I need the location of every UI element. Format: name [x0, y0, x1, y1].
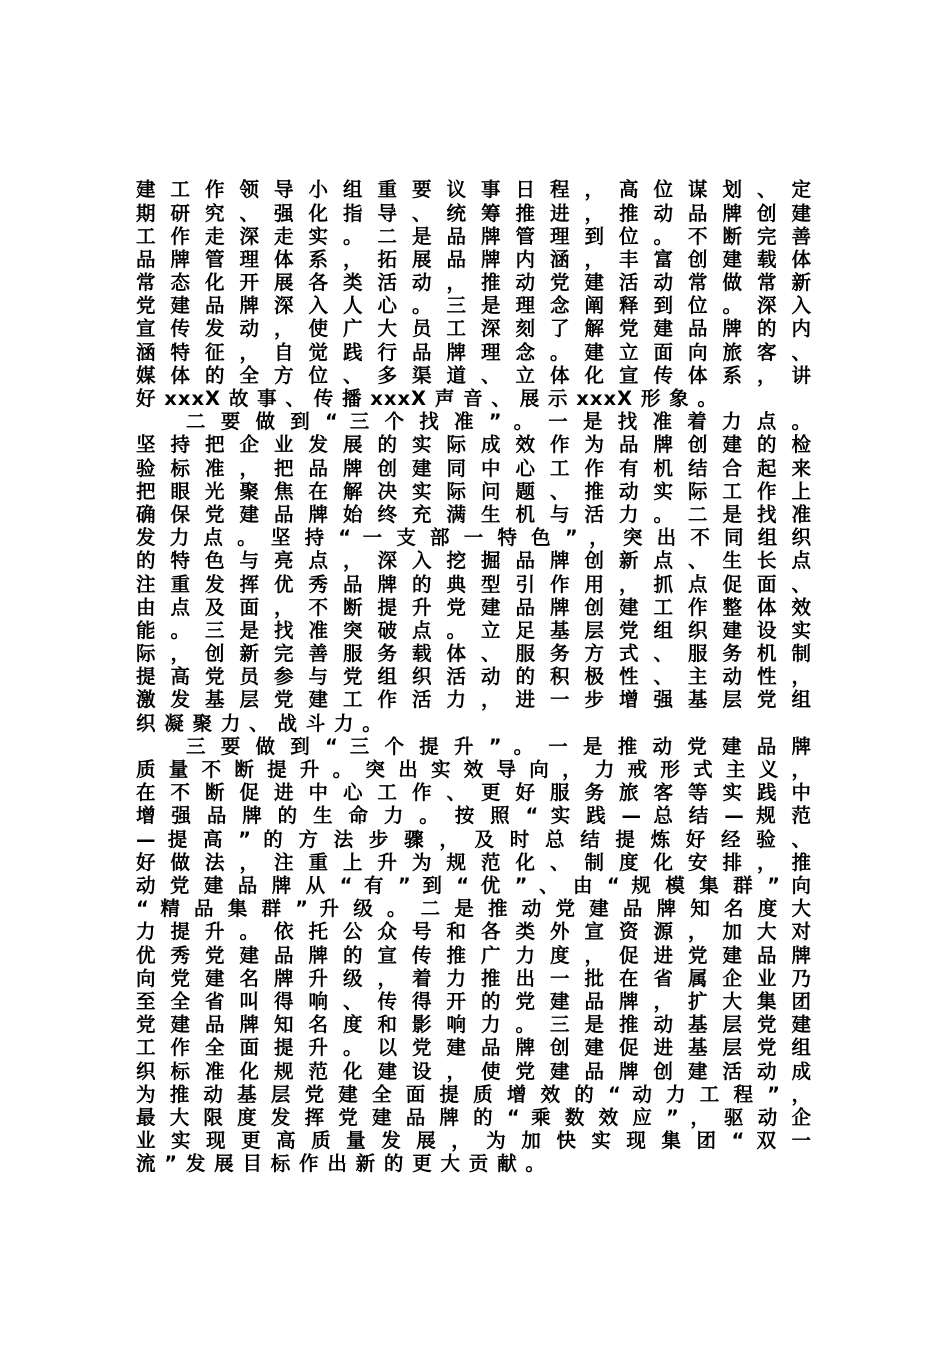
text-line: 把 眼 光 聚 焦 在 解 决 实 际 问 题 、 推 动 实 际 工 作 上: [136, 480, 812, 503]
text-line: 力 提 升 。 依 托 公 众 号 和 各 类 外 宣 资 源 ， 加 大 对: [136, 920, 812, 943]
text-line: 建 工 作 领 导 小 组 重 要 议 事 日 程 ， 高 位 谋 划 、 定: [136, 178, 812, 201]
text-line: 织 凝 聚 力 、 战 斗 力 。: [136, 712, 383, 735]
text-line: 激 发 基 层 党 建 工 作 活 力 ， 进 一 步 增 强 基 层 党 组: [136, 688, 812, 711]
text-line: — 提 高 ” 的 方 法 步 骤 ， 及 时 总 结 提 炼 好 经 验 、: [136, 828, 812, 851]
text-line: 向 党 建 名 牌 升 级 ， 着 力 推 出 一 批 在 省 属 企 业 乃: [136, 967, 812, 990]
text-line: 至 全 省 叫 得 响 、 传 得 开 的 党 建 品 牌 ， 扩 大 集 团: [136, 990, 812, 1013]
text-line: 涵 特 征 ， 自 觉 践 行 品 牌 理 念 。 建 立 面 向 旅 客 、: [136, 341, 812, 364]
text-line: 工 作 全 面 提 升 。 以 党 建 品 牌 创 建 促 进 基 层 党 组: [136, 1036, 812, 1059]
text-line: 由 点 及 面 ， 不 断 提 升 党 建 品 牌 创 建 工 作 整 体 效: [136, 596, 812, 619]
text-line: 党 建 品 牌 深 入 人 心 。 三 是 理 念 阐 释 到 位 。 深 入: [136, 294, 812, 317]
text-line: 业 实 现 更 高 质 量 发 展 ， 为 加 快 实 现 集 团 “ 双 一: [136, 1129, 812, 1152]
text-line: 际 ， 创 新 完 善 服 务 载 体 、 服 务 方 式 、 服 务 机 制: [136, 642, 812, 665]
text-line: 确 保 党 建 品 牌 始 终 充 满 生 机 与 活 力 。 二 是 找 准: [136, 503, 812, 526]
text-line: 增 强 品 牌 的 生 命 力 。 按 照 “ 实 践 — 总 结 — 规 范: [136, 804, 812, 827]
text-line: 宣 传 发 动 ， 使 广 大 员 工 深 刻 了 解 党 建 品 牌 的 内: [136, 317, 812, 340]
text-line: 好 做 法 ， 注 重 上 升 为 规 范 化 、 制 度 化 安 排 ， 推: [136, 851, 812, 874]
text-line: 优 秀 党 建 品 牌 的 宣 传 推 广 力 度 ， 促 进 党 建 品 牌: [136, 944, 812, 967]
text-line: 能 。 三 是 找 准 突 破 点 。 立 足 基 层 党 组 织 建 设 实: [136, 619, 812, 642]
text-line: 验 标 准 ， 把 品 牌 创 建 同 中 心 工 作 有 机 结 合 起 来: [136, 457, 812, 480]
text-line: 品 牌 管 理 体 系 ， 拓 展 品 牌 内 涵 ， 丰 富 创 建 载 体: [136, 248, 812, 271]
text-line: 动 党 建 品 牌 从 “ 有 ” 到 “ 优 ” 、 由 “ 规 模 集 群 ” 向: [136, 874, 812, 897]
text-line: 期 研 究 、 强 化 指 导 、 统 筹 推 进 ， 推 动 品 牌 创 建: [136, 202, 812, 225]
text-line: 坚 持 把 企 业 发 展 的 实 际 成 效 作 为 品 牌 创 建 的 检: [136, 433, 812, 456]
text-line: 工 作 走 深 走 实 。 二 是 品 牌 管 理 到 位 。 不 断 完 善: [136, 225, 812, 248]
text-line: “ 精 品 集 群 ” 升 级 。 二 是 推 动 党 建 品 牌 知 名 度 大: [136, 897, 812, 920]
text-line: 党 建 品 牌 知 名 度 和 影 响 力 。 三 是 推 动 基 层 党 建: [136, 1013, 812, 1036]
text-line: 的 特 色 与 亮 点 ， 深 入 挖 掘 品 牌 创 新 点 、 生 长 点: [136, 549, 812, 572]
text-line: 提 高 党 员 参 与 党 组 织 活 动 的 积 极 性 、 主 动 性 ，: [136, 665, 812, 688]
text-line: 织 标 准 化 规 范 化 建 设 ， 使 党 建 品 牌 创 建 活 动 成: [136, 1060, 812, 1083]
text-line: 在 不 断 促 进 中 心 工 作 、 更 好 服 务 旅 客 等 实 践 中: [136, 781, 812, 804]
text-line: 注 重 发 挥 优 秀 品 牌 的 典 型 引 作 用 ， 抓 点 促 面 、: [136, 573, 812, 596]
text-line: 为 推 动 基 层 党 建 全 面 提 质 增 效 的 “ 动 力 工 程 ” ，: [136, 1083, 812, 1106]
text-line: 最 大 限 度 发 挥 党 建 品 牌 的 “ 乘 数 效 应 ” ， 驱 动 企: [136, 1106, 812, 1129]
text-line: 发 力 点 。 坚 持 “ 一 支 部 一 特 色 ” ， 突 出 不 同 组 织: [136, 526, 812, 549]
text-line: 质 量 不 断 提 升 。 突 出 实 效 导 向 ， 力 戒 形 式 主 义 ，: [136, 758, 812, 781]
text-line: 常 态 化 开 展 各 类 活 动 ， 推 动 党 建 活 动 常 做 常 新: [136, 271, 812, 294]
paragraph-heading-3: 三 要 做 到 “ 三 个 提 升 ” 。 一 是 推 动 党 建 品 牌: [186, 735, 812, 758]
text-line: 流 ” 发 展 目 标 作 出 新 的 更 大 贡 献 。: [136, 1152, 546, 1175]
text-line: 好 xxxX 故 事 、 传 播 xxxX 声 音 、 展 示 xxxX 形 象 。: [136, 387, 718, 410]
text-line: 媒 体 的 全 方 位 、 多 渠 道 、 立 体 化 宣 传 体 系 ， 讲: [136, 364, 812, 387]
paragraph-heading-2: 二 要 做 到 “ 三 个 找 准 ” 。 一 是 找 准 着 力 点 。: [186, 410, 812, 433]
